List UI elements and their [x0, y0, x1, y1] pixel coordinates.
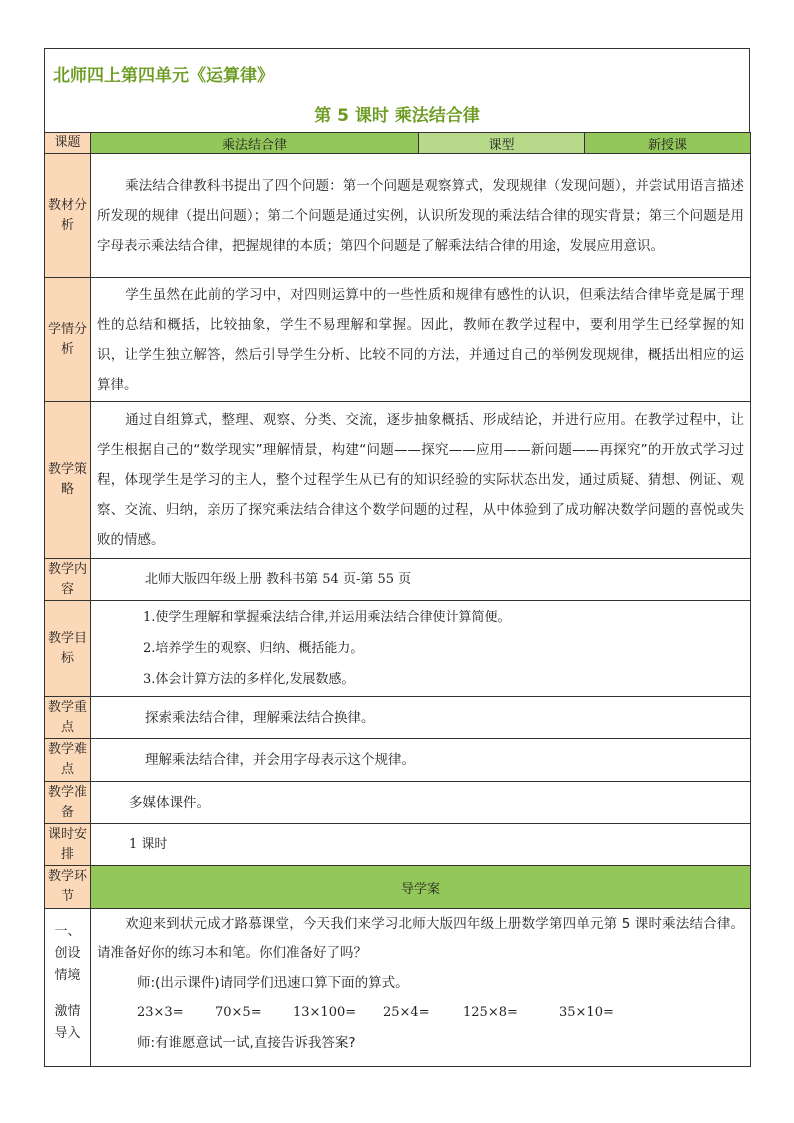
- material-cell: [91, 154, 751, 278]
- material-label: 教材分析: [45, 154, 91, 278]
- intro-label: [45, 909, 91, 1067]
- difficulty-label: 教学难点: [45, 739, 91, 782]
- calc-item: 13×100=: [293, 1005, 357, 1020]
- intro-p1: 欢迎来到状元成才路慕课堂，今天我们来学习北师大版四年级上册数学第四单元第 5 课时乘法结合律。请准备好你的练习本和笔。你们准备好了吗？: [97, 916, 744, 961]
- difficulty-cell: [91, 739, 751, 782]
- students-cell: [91, 278, 751, 402]
- type-label: 课型: [419, 133, 585, 154]
- topic-value: 乘法结合律: [91, 133, 419, 154]
- document-header: [44, 48, 750, 132]
- topic-label: 课题: [45, 133, 91, 154]
- content-text: 北师大版四年级上册 教科书第 54 页-第 55 页: [145, 571, 412, 587]
- time-cell: [91, 824, 751, 866]
- prep-label: 教学准备: [45, 782, 91, 824]
- material-text: 乘法结合律教科书提出了四个问题：第一个问题是观察算式，发现规律（发现问题），并尝试用语言描述所发现的规律（提出问题）；第二个问题是通过实例，认识所发现的乘法结合律的现实背景；第三个问题是用字母表示乘法结合律，把握规律的本质；第四个问题是了解乘法结合律的用途，发展应用意识。: [97, 177, 744, 254]
- difficulty-text: 理解乘法结合律，并会用字母表示这个规律。: [145, 752, 415, 768]
- calc-item: 70×5=: [215, 1005, 262, 1020]
- intro-p3: 师:有谁愿意试一试,直接告诉我答案?: [137, 1035, 356, 1051]
- calc-item: 23×3=: [137, 1005, 184, 1020]
- time-text: 1 课时: [129, 836, 168, 852]
- intro-label-top: 一、创设情境: [54, 924, 81, 983]
- intro-label-bottom: 激情导入: [54, 1004, 81, 1041]
- content-label: 教学内容: [45, 559, 91, 601]
- goal-item: 3.体会计算方法的多样化,发展数感。: [143, 672, 355, 687]
- key-label: 教学重点: [45, 697, 91, 739]
- content-cell: [91, 559, 751, 601]
- lesson-plan: [44, 48, 750, 1067]
- phase-title: 导学案: [91, 866, 751, 909]
- strategy-cell: [91, 402, 751, 559]
- students-text: 学生虽然在此前的学习中，对四则运算中的一些性质和规律有感性的认识，但乘法结合律毕竟是属于理性的总结和概括，比较抽象，学生不易理解和掌握。因此，教师在教学过程中，要利用学生已经掌握的知识，让学生独立解答，然后引导学生分析、比较不同的方法，并通过自己的举例发现规律，概括出相应的运算律。: [97, 286, 744, 393]
- prep-text: 多媒体课件。: [129, 794, 210, 811]
- goals-label: 教学目标: [45, 601, 91, 697]
- students-label: 学情分析: [45, 278, 91, 402]
- phase-label: 教学环节: [45, 866, 91, 909]
- prep-cell: [91, 782, 751, 824]
- time-label: 课时安排: [45, 824, 91, 866]
- intro-cell: [91, 909, 751, 1067]
- strategy-label: 教学策略: [45, 402, 91, 559]
- goal-item: 2.培养学生的观察、归纳、概括能力。: [143, 641, 364, 656]
- goal-item: 1.使学生理解和掌握乘法结合律,并运用乘法结合律使计算简便。: [143, 610, 511, 625]
- calc-item: 25×4=: [383, 1005, 430, 1020]
- calc-item: 35×10=: [559, 1005, 614, 1020]
- key-cell: [91, 697, 751, 739]
- series-title: 北师四上第四单元《运算律》: [53, 66, 274, 86]
- strategy-text: 通过自组算式，整理、观察、分类、交流，逐步抽象概括、形成结论，并进行应用。在教学过程中，让学生根据自己的“数学现实”理解情景，构建“问题——探究——应用——新问题——再探究”的开放式学习过程，体现学生是学习的主人，整个过程学生从已有的知识经验的实际状态出发，通过质疑、猜想、例证、观察、交流、归纳，亲历了探究乘法结合律这个数学问题的过程，从中体验到了成功解决数学问题的喜悦或失败的情感。: [97, 412, 744, 548]
- lesson-table: [44, 132, 751, 1067]
- calc-row: [91, 998, 750, 1028]
- calc-item: 125×8=: [463, 1005, 518, 1020]
- key-text: 探索乘法结合律，理解乘法结合换律。: [145, 709, 375, 726]
- goals-cell: [91, 601, 751, 697]
- intro-p2: 师:(出示课件)请同学们迅速口算下面的算式。: [137, 975, 409, 991]
- lesson-title: 第 5 课时 乘法结合律: [314, 106, 480, 126]
- type-value: 新授课: [585, 133, 751, 154]
